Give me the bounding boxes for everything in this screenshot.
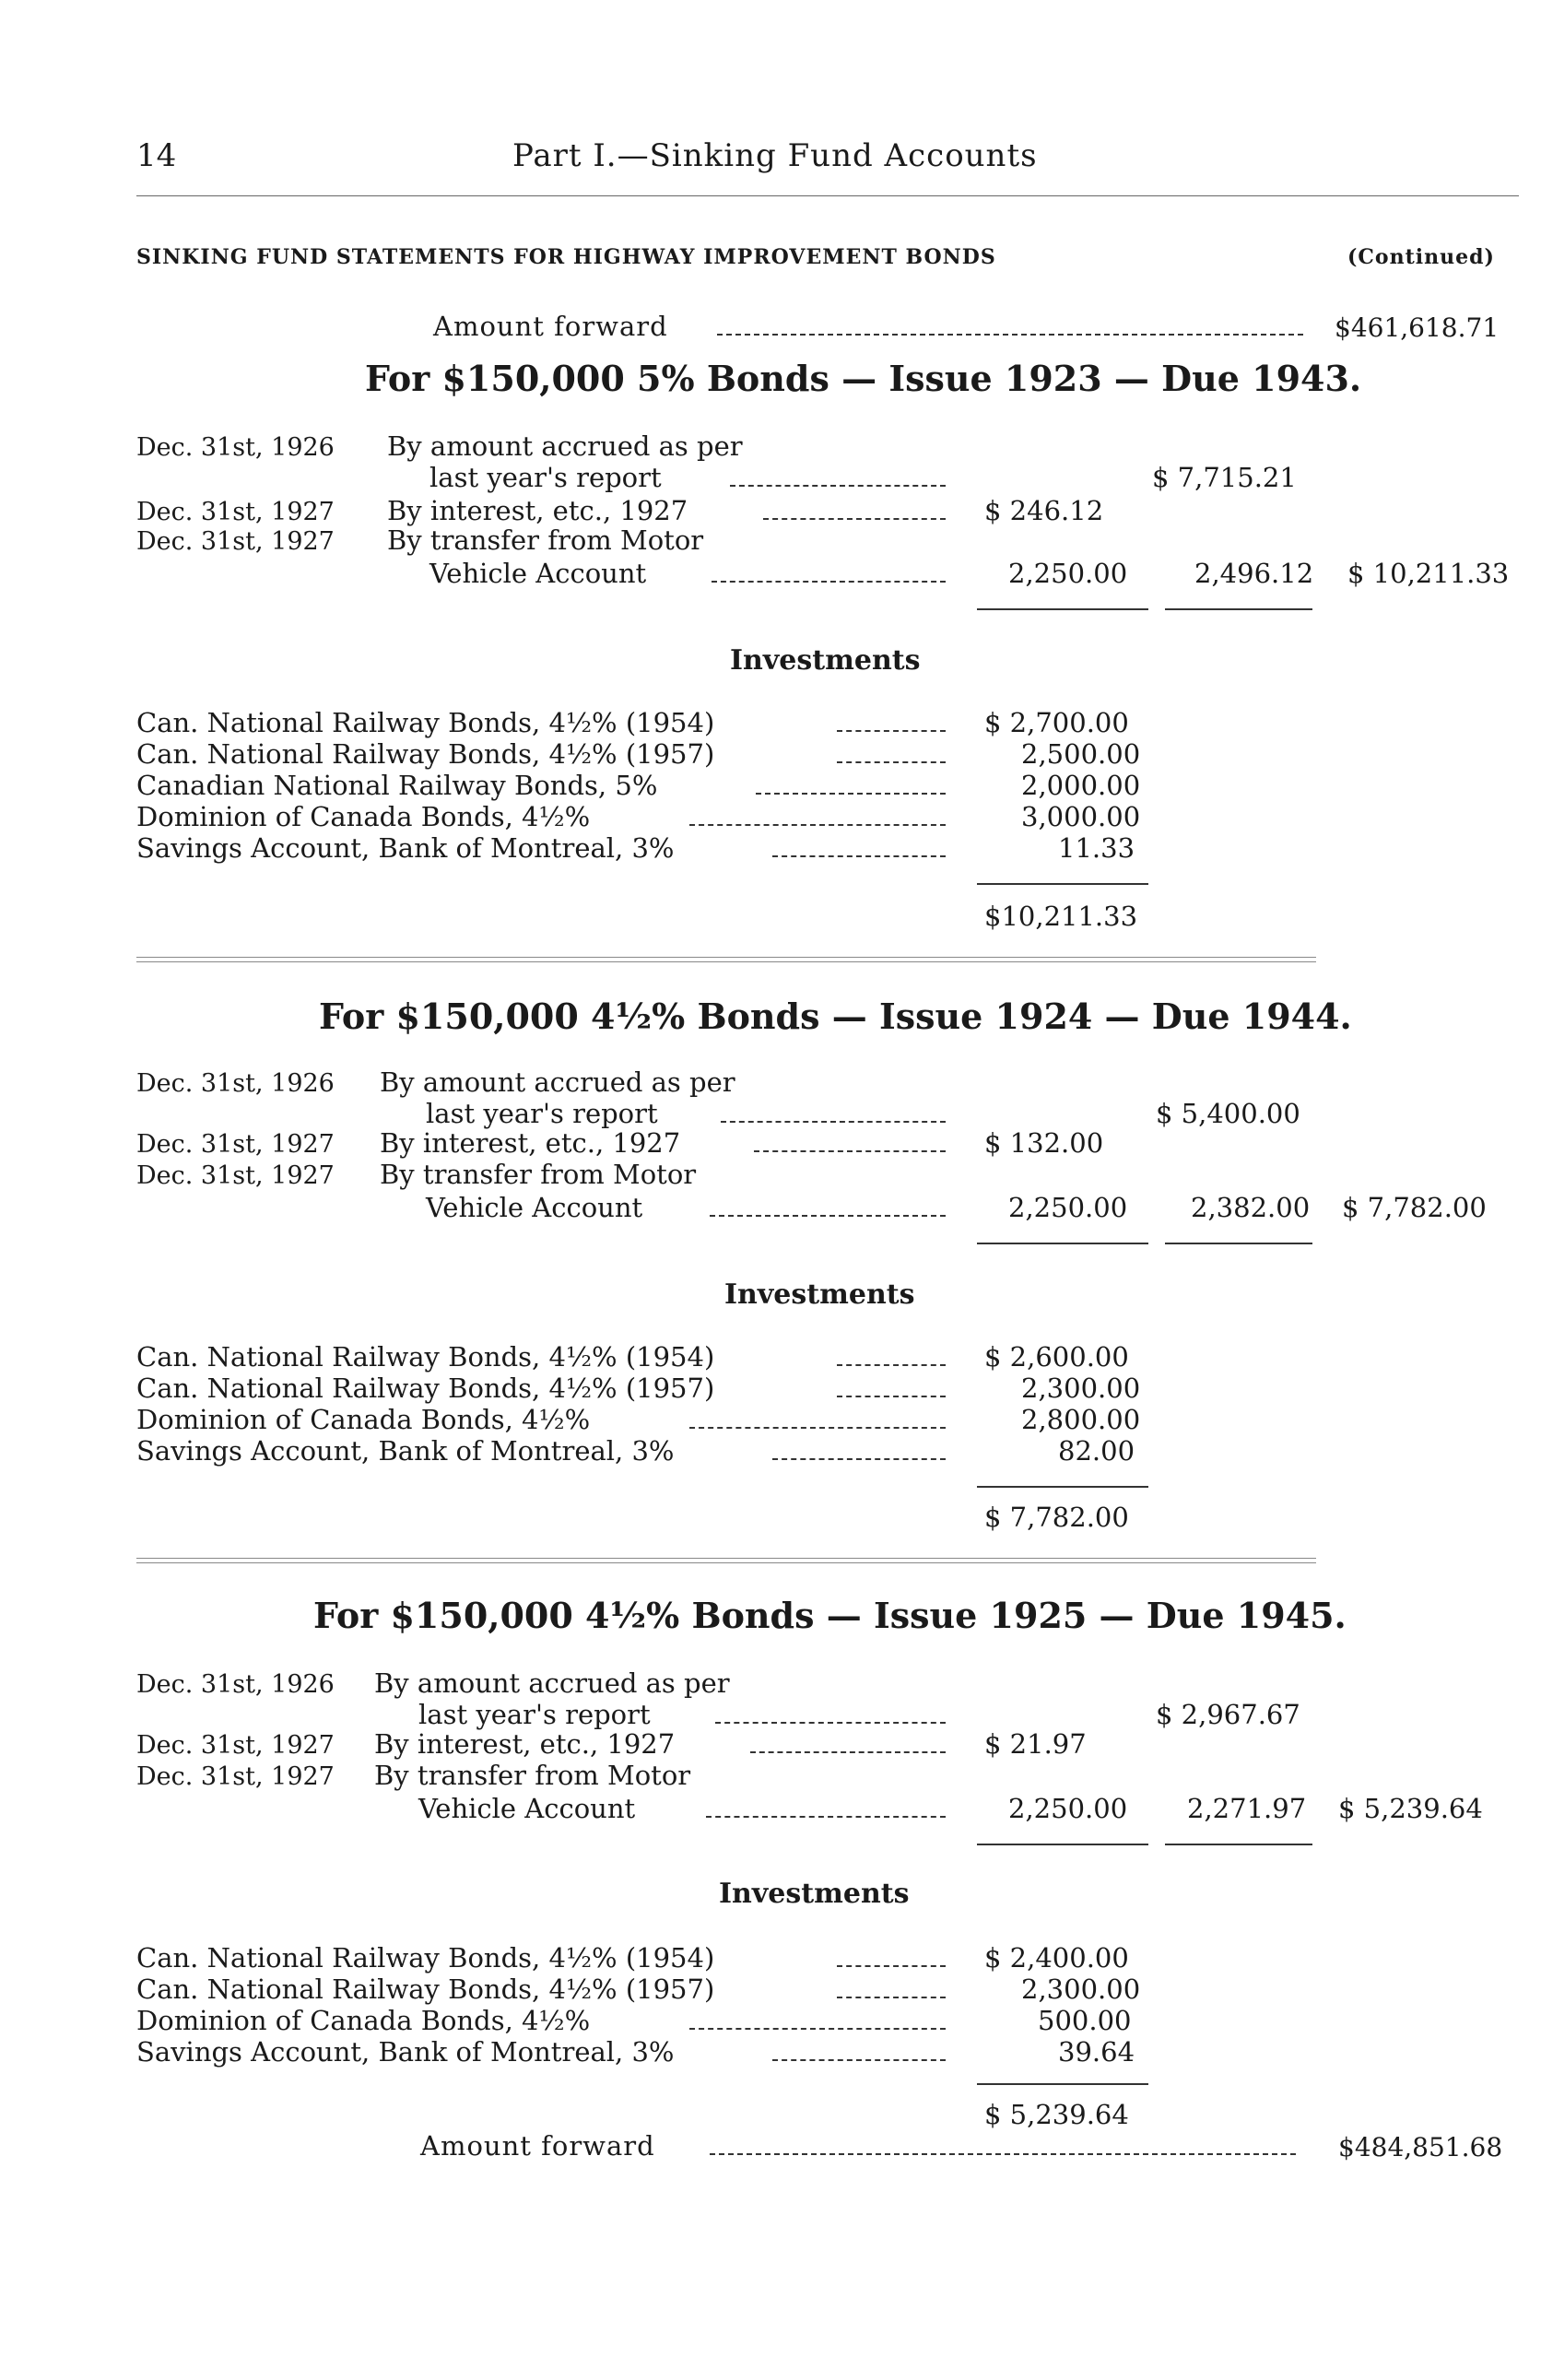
leader-line (721, 1121, 946, 1123)
leader-line (756, 793, 946, 795)
entry-text: By transfer from Motor (374, 1760, 691, 1791)
investments-heading: Investments (719, 1878, 910, 1910)
entry-date: Dec. 31st, 1927 (136, 498, 335, 526)
entry-text: By transfer from Motor (380, 1159, 697, 1190)
investment-amount: 82.00 (1058, 1435, 1135, 1467)
entry-amount: $ 7,715.21 (1152, 462, 1297, 493)
leader-line (689, 1427, 946, 1429)
entry-text: Vehicle Account (426, 1192, 643, 1223)
leader-line (750, 1751, 946, 1753)
entry-amount: 2,271.97 (1187, 1793, 1307, 1824)
leader-line (763, 518, 946, 520)
leader-line (689, 824, 946, 826)
investments-total: $ 7,782.00 (984, 1502, 1129, 1533)
entry-text: By interest, etc., 1927 (387, 495, 688, 526)
rule (1165, 608, 1312, 610)
leader-line (837, 1997, 946, 1998)
title-suffix: (Continued) (1347, 245, 1495, 269)
leader-line (837, 761, 946, 763)
entry-date: Dec. 31st, 1927 (136, 1731, 335, 1760)
leader-line (706, 1816, 946, 1818)
investments-total: $10,211.33 (984, 901, 1138, 932)
investment-amount: 3,000.00 (1021, 801, 1141, 832)
entry-text: By amount accrued as per (380, 1066, 735, 1098)
section-divider (136, 1558, 1316, 1563)
entry-text: By amount accrued as per (374, 1667, 730, 1699)
rule (977, 1844, 1148, 1845)
entry-date: Dec. 31st, 1927 (136, 1762, 335, 1791)
leader-line (710, 2153, 1296, 2155)
leader-line (689, 2028, 946, 2030)
entry-date: Dec. 31st, 1927 (136, 1161, 335, 1190)
amount-forward-label: Amount forward (433, 311, 668, 342)
entry-amount: $ 5,400.00 (1156, 1098, 1300, 1129)
entry-inner-amount: $ 246.12 (984, 495, 1104, 526)
rule (1165, 1243, 1312, 1244)
page-title: SINKING FUND STATEMENTS FOR HIGHWAY IMPROVEMENT BONDS (136, 245, 996, 269)
investment-amount: 2,000.00 (1021, 770, 1141, 801)
investment-label: Savings Account, Bank of Montreal, 3% (136, 1435, 675, 1467)
entry-text: By transfer from Motor (387, 524, 704, 556)
entry-inner-amount: 2,250.00 (1008, 1192, 1128, 1223)
investment-label: Savings Account, Bank of Montreal, 3% (136, 832, 675, 864)
investment-amount: $ 2,600.00 (984, 1341, 1129, 1373)
leader-line (730, 485, 946, 487)
leader-line (772, 855, 946, 857)
investment-label: Savings Account, Bank of Montreal, 3% (136, 2036, 675, 2068)
section-total: $ 5,239.64 (1338, 1793, 1483, 1824)
entry-inner-amount: 2,250.00 (1008, 558, 1128, 589)
section-heading: For $150,000 5% Bonds — Issue 1923 — Due 1943. (365, 358, 1362, 399)
entry-text: By interest, etc., 1927 (380, 1127, 681, 1159)
investment-amount: 500.00 (1038, 2005, 1132, 2036)
entry-amount: 2,496.12 (1194, 558, 1314, 589)
entry-amount: $ 2,967.67 (1156, 1699, 1300, 1730)
investment-amount: 2,500.00 (1021, 738, 1141, 770)
investment-amount: $ 2,700.00 (984, 707, 1129, 738)
header-rule (136, 195, 1519, 196)
leader-line (837, 730, 946, 732)
rule (977, 1486, 1148, 1488)
section-total: $ 10,211.33 (1347, 558, 1510, 589)
investment-amount: 39.64 (1058, 2036, 1135, 2068)
rule (1165, 1844, 1312, 1845)
entry-date: Dec. 31st, 1926 (136, 1670, 335, 1699)
entry-text: Vehicle Account (418, 1793, 636, 1824)
investment-label: Can. National Railway Bonds, 4½% (1957) (136, 1974, 715, 2005)
entry-amount: 2,382.00 (1191, 1192, 1311, 1223)
leader-line (712, 581, 946, 583)
investments-heading: Investments (724, 1278, 915, 1311)
entry-text: last year's report (418, 1699, 651, 1730)
leader-line (772, 1458, 946, 1460)
amount-forward-value: $461,618.71 (1335, 312, 1500, 343)
section-total: $ 7,782.00 (1342, 1192, 1487, 1223)
section-heading: For $150,000 4½% Bonds — Issue 1925 — Due 1945. (313, 1595, 1347, 1636)
leader-line (715, 1722, 946, 1724)
investment-label: Can. National Railway Bonds, 4½% (1954) (136, 707, 715, 738)
entry-inner-amount: $ 132.00 (984, 1127, 1104, 1159)
leader-line (837, 1965, 946, 1967)
entry-text: Vehicle Account (429, 558, 647, 589)
entry-text: last year's report (429, 462, 662, 493)
leader-line (772, 2059, 946, 2061)
investment-amount: 2,800.00 (1021, 1404, 1141, 1435)
entry-inner-amount: $ 21.97 (984, 1728, 1087, 1760)
investment-amount: 2,300.00 (1021, 1373, 1141, 1404)
page-number: 14 (136, 137, 177, 174)
leader-line (837, 1396, 946, 1397)
rule (977, 883, 1148, 885)
investment-label: Can. National Railway Bonds, 4½% (1957) (136, 738, 715, 770)
leader-line (837, 1364, 946, 1366)
investments-heading: Investments (730, 644, 921, 677)
rule (977, 1243, 1148, 1244)
investment-label: Can. National Railway Bonds, 4½% (1954) (136, 1341, 715, 1373)
entry-text: last year's report (426, 1098, 658, 1129)
leader-line (717, 334, 1303, 336)
investment-label: Can. National Railway Bonds, 4½% (1957) (136, 1373, 715, 1404)
entry-inner-amount: 2,250.00 (1008, 1793, 1128, 1824)
investment-label: Canadian National Railway Bonds, 5% (136, 770, 658, 801)
leader-line (754, 1150, 946, 1152)
entry-date: Dec. 31st, 1927 (136, 1130, 335, 1159)
entry-text: By interest, etc., 1927 (374, 1728, 676, 1760)
section-divider (136, 957, 1316, 962)
section-heading: For $150,000 4½% Bonds — Issue 1924 — Due 1944. (319, 996, 1352, 1037)
investments-total: $ 5,239.64 (984, 2099, 1129, 2130)
rule (977, 2083, 1148, 2085)
investment-label: Can. National Railway Bonds, 4½% (1954) (136, 1942, 715, 1974)
leader-line (710, 1215, 946, 1217)
entry-date: Dec. 31st, 1926 (136, 1069, 335, 1098)
running-title: Part I.—Sinking Fund Accounts (512, 137, 1038, 174)
entry-text: By amount accrued as per (387, 430, 743, 462)
entry-date: Dec. 31st, 1926 (136, 433, 335, 462)
investment-label: Dominion of Canada Bonds, 4½% (136, 2005, 591, 2036)
entry-date: Dec. 31st, 1927 (136, 527, 335, 556)
investment-label: Dominion of Canada Bonds, 4½% (136, 1404, 591, 1435)
rule (977, 608, 1148, 610)
investment-label: Dominion of Canada Bonds, 4½% (136, 801, 591, 832)
amount-forward-value: $484,851.68 (1338, 2132, 1503, 2162)
investment-amount: 11.33 (1058, 832, 1135, 864)
investment-amount: 2,300.00 (1021, 1974, 1141, 2005)
investment-amount: $ 2,400.00 (984, 1942, 1129, 1974)
amount-forward-label: Amount forward (420, 2130, 655, 2162)
